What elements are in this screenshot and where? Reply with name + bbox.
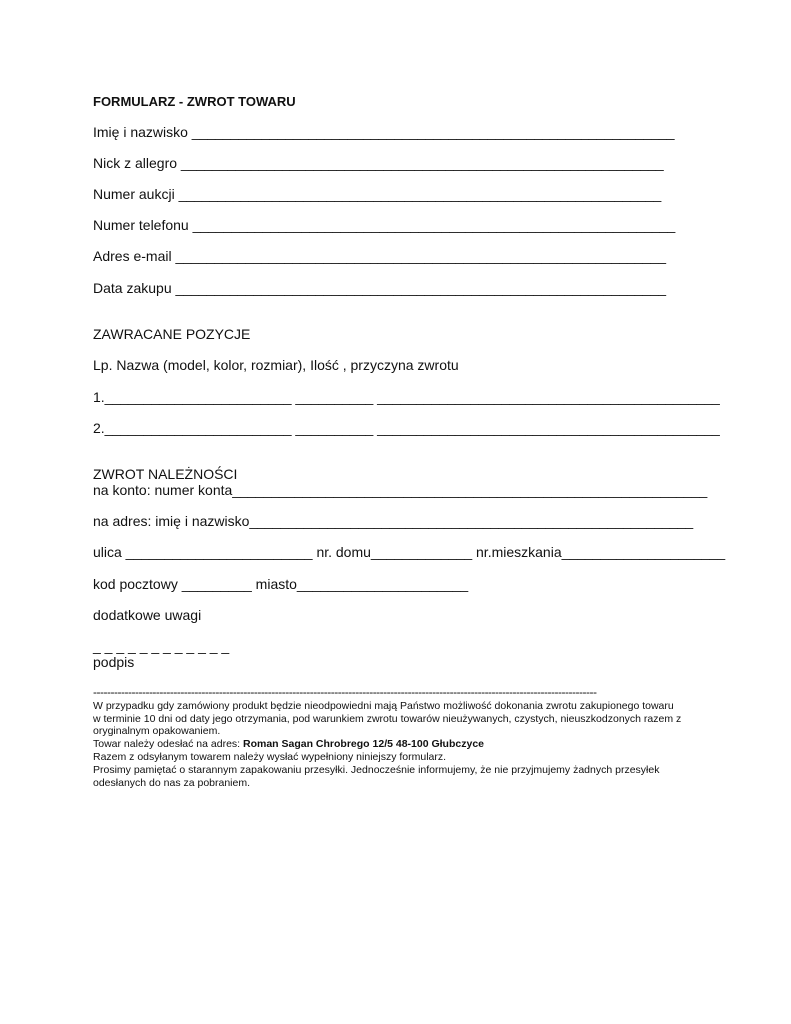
footer-return-policy: W przypadku gdy zamówiony produkt będzie nieodpowiedni mają Państwo możliwość dokonania zwrotu zakupionego towaru w terminie 10 dni od daty jego otrzymania, pod warunkiem zwrotu towarów nieużywanych, czystych, nieuszkodzonych razem z oryginalnym opakowaniem. (93, 700, 682, 738)
field-account-number: na konto: numer konta_____________________________________________________________ (93, 482, 708, 498)
field-name: Imię i nazwisko ______________________________________________________________ (93, 124, 675, 140)
field-address-name: na adres: imię i nazwisko_________________________________________________________ (93, 513, 694, 529)
signature-line: _ _ _ _ _ _ _ _ _ _ _ _ (93, 638, 230, 654)
positions-columns: Lp. Nazwa (model, kolor, rozmiar), Ilość , przyczyna zwrotu (93, 357, 459, 373)
refund-heading: ZWROT NALEŻNOŚCI (93, 466, 238, 482)
field-purchase-date: Data zakupu _______________________________________________________________ (93, 280, 667, 296)
field-nick: Nick z allegro ______________________________________________________________ (93, 155, 664, 171)
positions-row-2: 2.________________________ __________ ____________________________________________ (93, 420, 720, 436)
positions-row-1: 1.________________________ __________ ____________________________________________ (93, 389, 720, 405)
field-phone: Numer telefonu ______________________________________________________________ (93, 217, 676, 233)
positions-heading: ZAWRACANE POZYCJE (93, 326, 251, 342)
footer-packaging-note: Prosimy pamiętać o starannym zapakowaniu przesyłki. Jednocześnie informujemy, że nie przyjmujemy żadnych przesyłek odesłanych do nas za pobraniem. (93, 764, 660, 789)
signature-label: podpis (93, 654, 135, 670)
footer-address-prefix: Towar należy odesłać na adres: (93, 738, 243, 750)
return-address: Roman Sagan Chrobrego 12/5 48-100 Głubczyce (243, 738, 484, 750)
separator-line: ------------------------------------------------------------------------------------------------------------------------------------------------ (93, 686, 597, 698)
footer-form-note: Razem z odsyłanym towarem należy wysłać wypełniony niniejszy formularz. (93, 751, 447, 763)
field-auction-number: Numer aukcji ______________________________________________________________ (93, 186, 662, 202)
field-city: kod pocztowy _________ miasto______________________ (93, 576, 469, 592)
field-street: ulica ________________________ nr. domu_____________ nr.mieszkania_____________________ (93, 544, 726, 560)
field-notes: dodatkowe uwagi (93, 607, 202, 623)
footer-return-address (93, 738, 683, 751)
form-title: FORMULARZ - ZWROT TOWARU (93, 94, 296, 109)
field-email: Adres e-mail _______________________________________________________________ (93, 248, 666, 264)
